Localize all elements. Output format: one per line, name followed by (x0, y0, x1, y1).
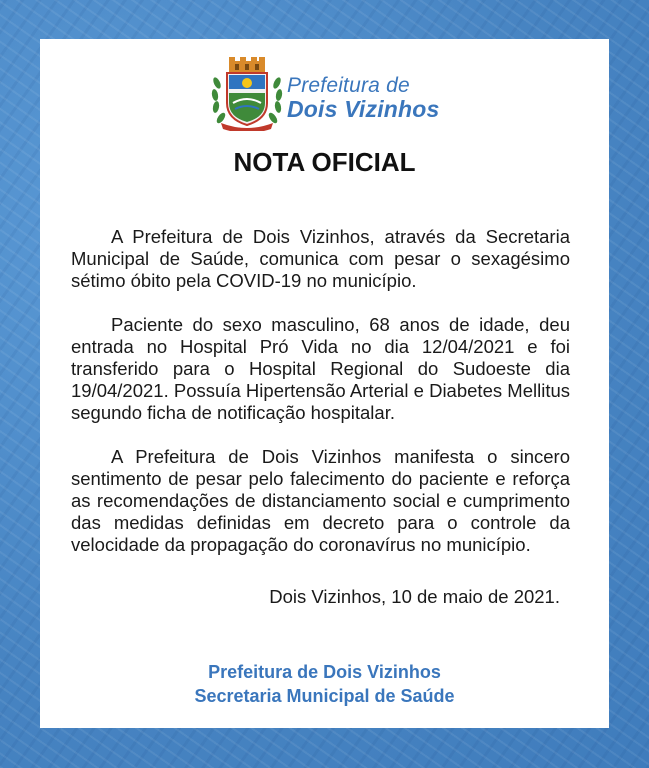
signature-line-2: Secretaria Municipal de Saúde (194, 686, 455, 706)
logo-line-2: Dois Vizinhos (287, 96, 440, 122)
paragraph-patient-details: Paciente do sexo masculino, 68 anos de idade, deu entrada no Hospital Pró Vida no dia 12/04/2021 e foi transferido para o Hospital Regional do Sudoeste dia 19/04/2021. Possuía Hipertensão Arterial e Diabetes Mellitus segundo ficha de notificação hospitalar. (71, 314, 570, 423)
paragraph-announcement: A Prefeitura de Dois Vizinhos, através da Secretaria Municipal de Saúde, comunica com pesar o sexagésimo sétimo óbito pela COVID-19 no município. (71, 226, 570, 291)
municipal-crest-icon (211, 53, 283, 131)
logo-wordmark (287, 75, 440, 121)
note-body (71, 226, 570, 578)
prefeitura-logo (211, 53, 451, 131)
logo-line-1: Prefeitura de (287, 74, 410, 97)
page-title: NOTA OFICIAL (233, 147, 416, 177)
note-date: Dois Vizinhos, 10 de maio de 2021. (269, 586, 560, 607)
signature-block (40, 660, 609, 708)
signature-line-1: Prefeitura de Dois Vizinhos (208, 662, 441, 682)
paragraph-condolences: A Prefeitura de Dois Vizinhos manifesta o sincero sentimento de pesar pelo falecimento do paciente e reforça as recomendações de distanciamento social e cumprimento das medidas definidas em decreto para o controle da velocidade da propagação do coronavírus no município. (71, 446, 570, 555)
official-note-card (40, 39, 609, 728)
